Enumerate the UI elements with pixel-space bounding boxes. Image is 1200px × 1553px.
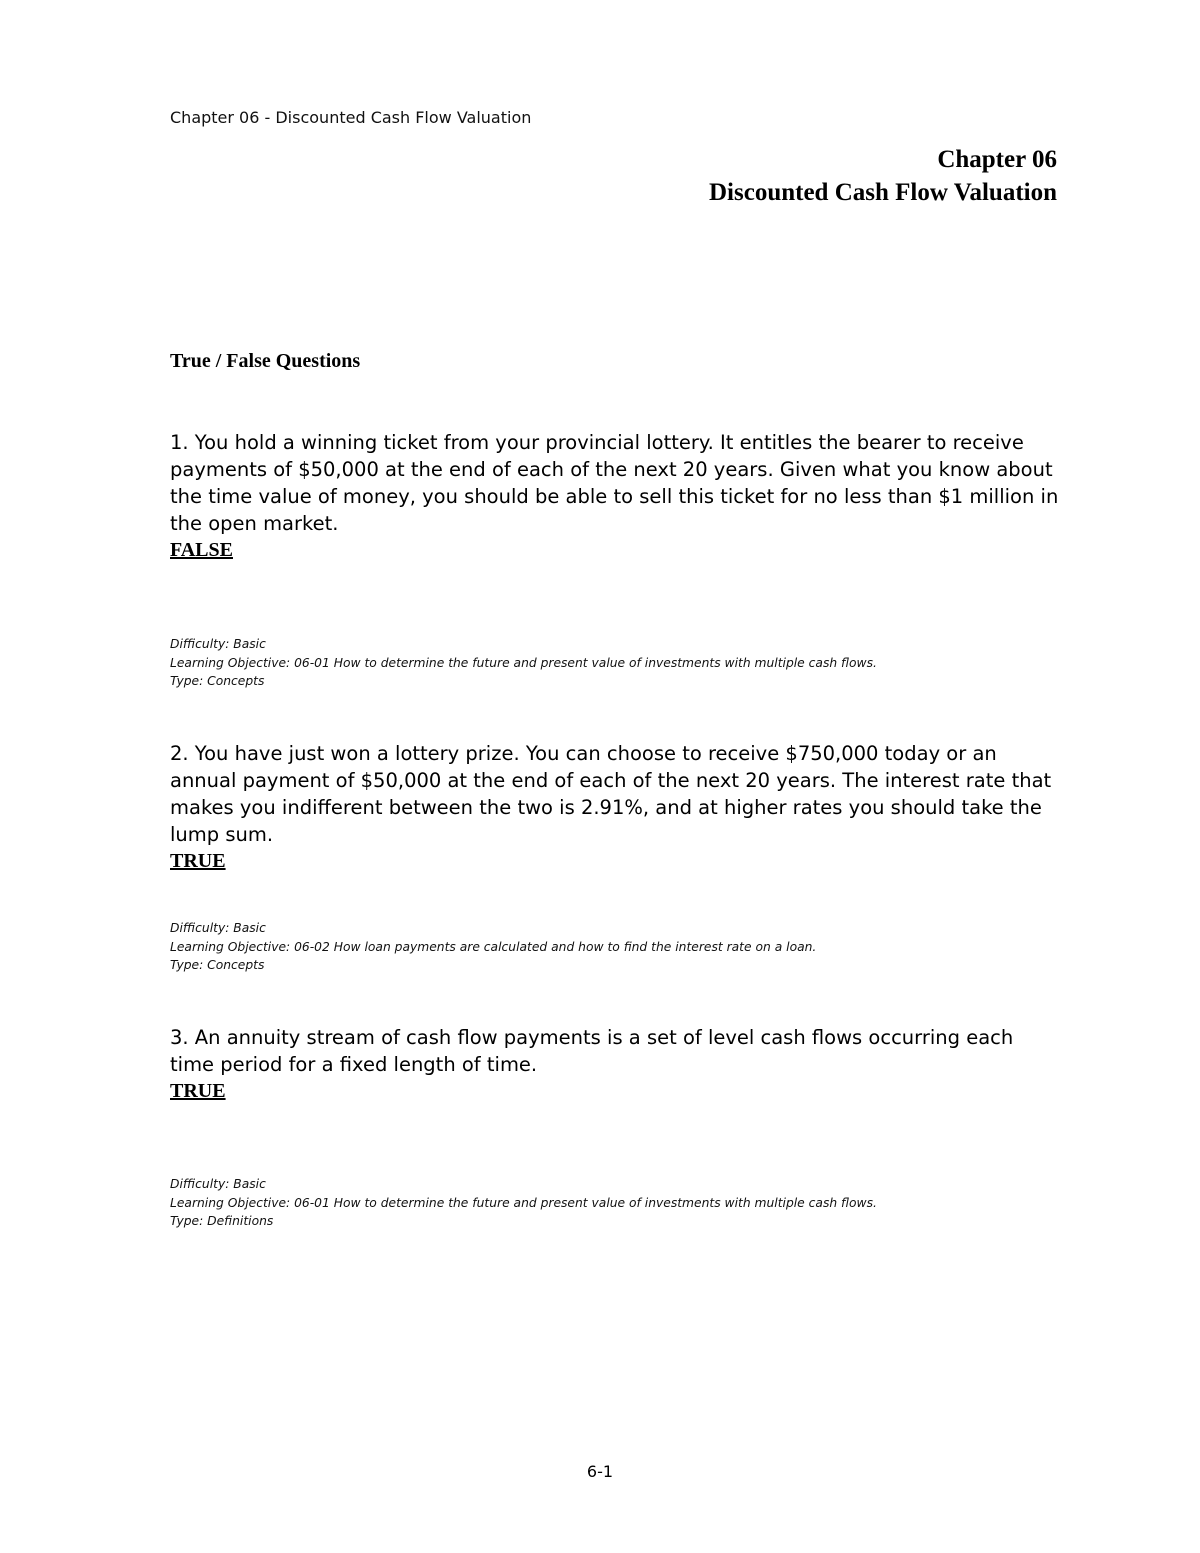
chapter-title: Discounted Cash Flow Valuation	[709, 179, 1057, 206]
question-type: Type: Concepts	[170, 674, 265, 688]
question-2	[170, 740, 1060, 875]
learning-objective: Learning Objective: 06-01 How to determine the future and present value of investments with multiple cash flows.	[170, 1195, 877, 1210]
section-heading: True / False Questions	[170, 350, 361, 372]
difficulty: Difficulty: Basic	[170, 637, 266, 651]
answer: TRUE	[170, 850, 226, 872]
chapter-title-block	[709, 143, 1057, 209]
difficulty: Difficulty: Basic	[170, 1177, 266, 1191]
question-type: Type: Concepts	[170, 958, 265, 972]
question-text: 1. You hold a winning ticket from your provincial lottery. It entitles the bearer to receive payments of $50,000 at the end of each of the next 20 years. Given what you know about the time value of money, you should be able to sell this ticket for no less than $1 million in the open market.	[170, 431, 1059, 535]
question-text: 3. An annuity stream of cash flow payments is a set of level cash flows occurring each time period for a fixed length of time.	[170, 1026, 1014, 1076]
difficulty: Difficulty: Basic	[170, 921, 266, 935]
learning-objective: Learning Objective: 06-02 How loan payments are calculated and how to find the interest rate on a loan.	[170, 939, 817, 954]
question-1-metadata	[170, 635, 1070, 691]
question-1	[170, 429, 1060, 564]
question-text: 2. You have just won a lottery prize. You can choose to receive $750,000 today or an annual payment of $50,000 at the end of each of the next 20 years. The interest rate that makes you indifferent between the two is 2.91%, and at higher rates you should take the lump sum.	[170, 742, 1052, 846]
learning-objective: Learning Objective: 06-01 How to determine the future and present value of investments with multiple cash flows.	[170, 655, 877, 670]
answer: FALSE	[170, 539, 233, 561]
question-3-metadata	[170, 1175, 1070, 1231]
running-header: Chapter 06 - Discounted Cash Flow Valuation	[170, 108, 532, 127]
chapter-number: Chapter 06	[937, 146, 1057, 173]
page-number: 6-1	[586, 1462, 614, 1481]
answer: TRUE	[170, 1080, 226, 1102]
question-3	[170, 1024, 1060, 1105]
question-2-metadata	[170, 919, 1070, 975]
question-type: Type: Definitions	[170, 1214, 274, 1228]
